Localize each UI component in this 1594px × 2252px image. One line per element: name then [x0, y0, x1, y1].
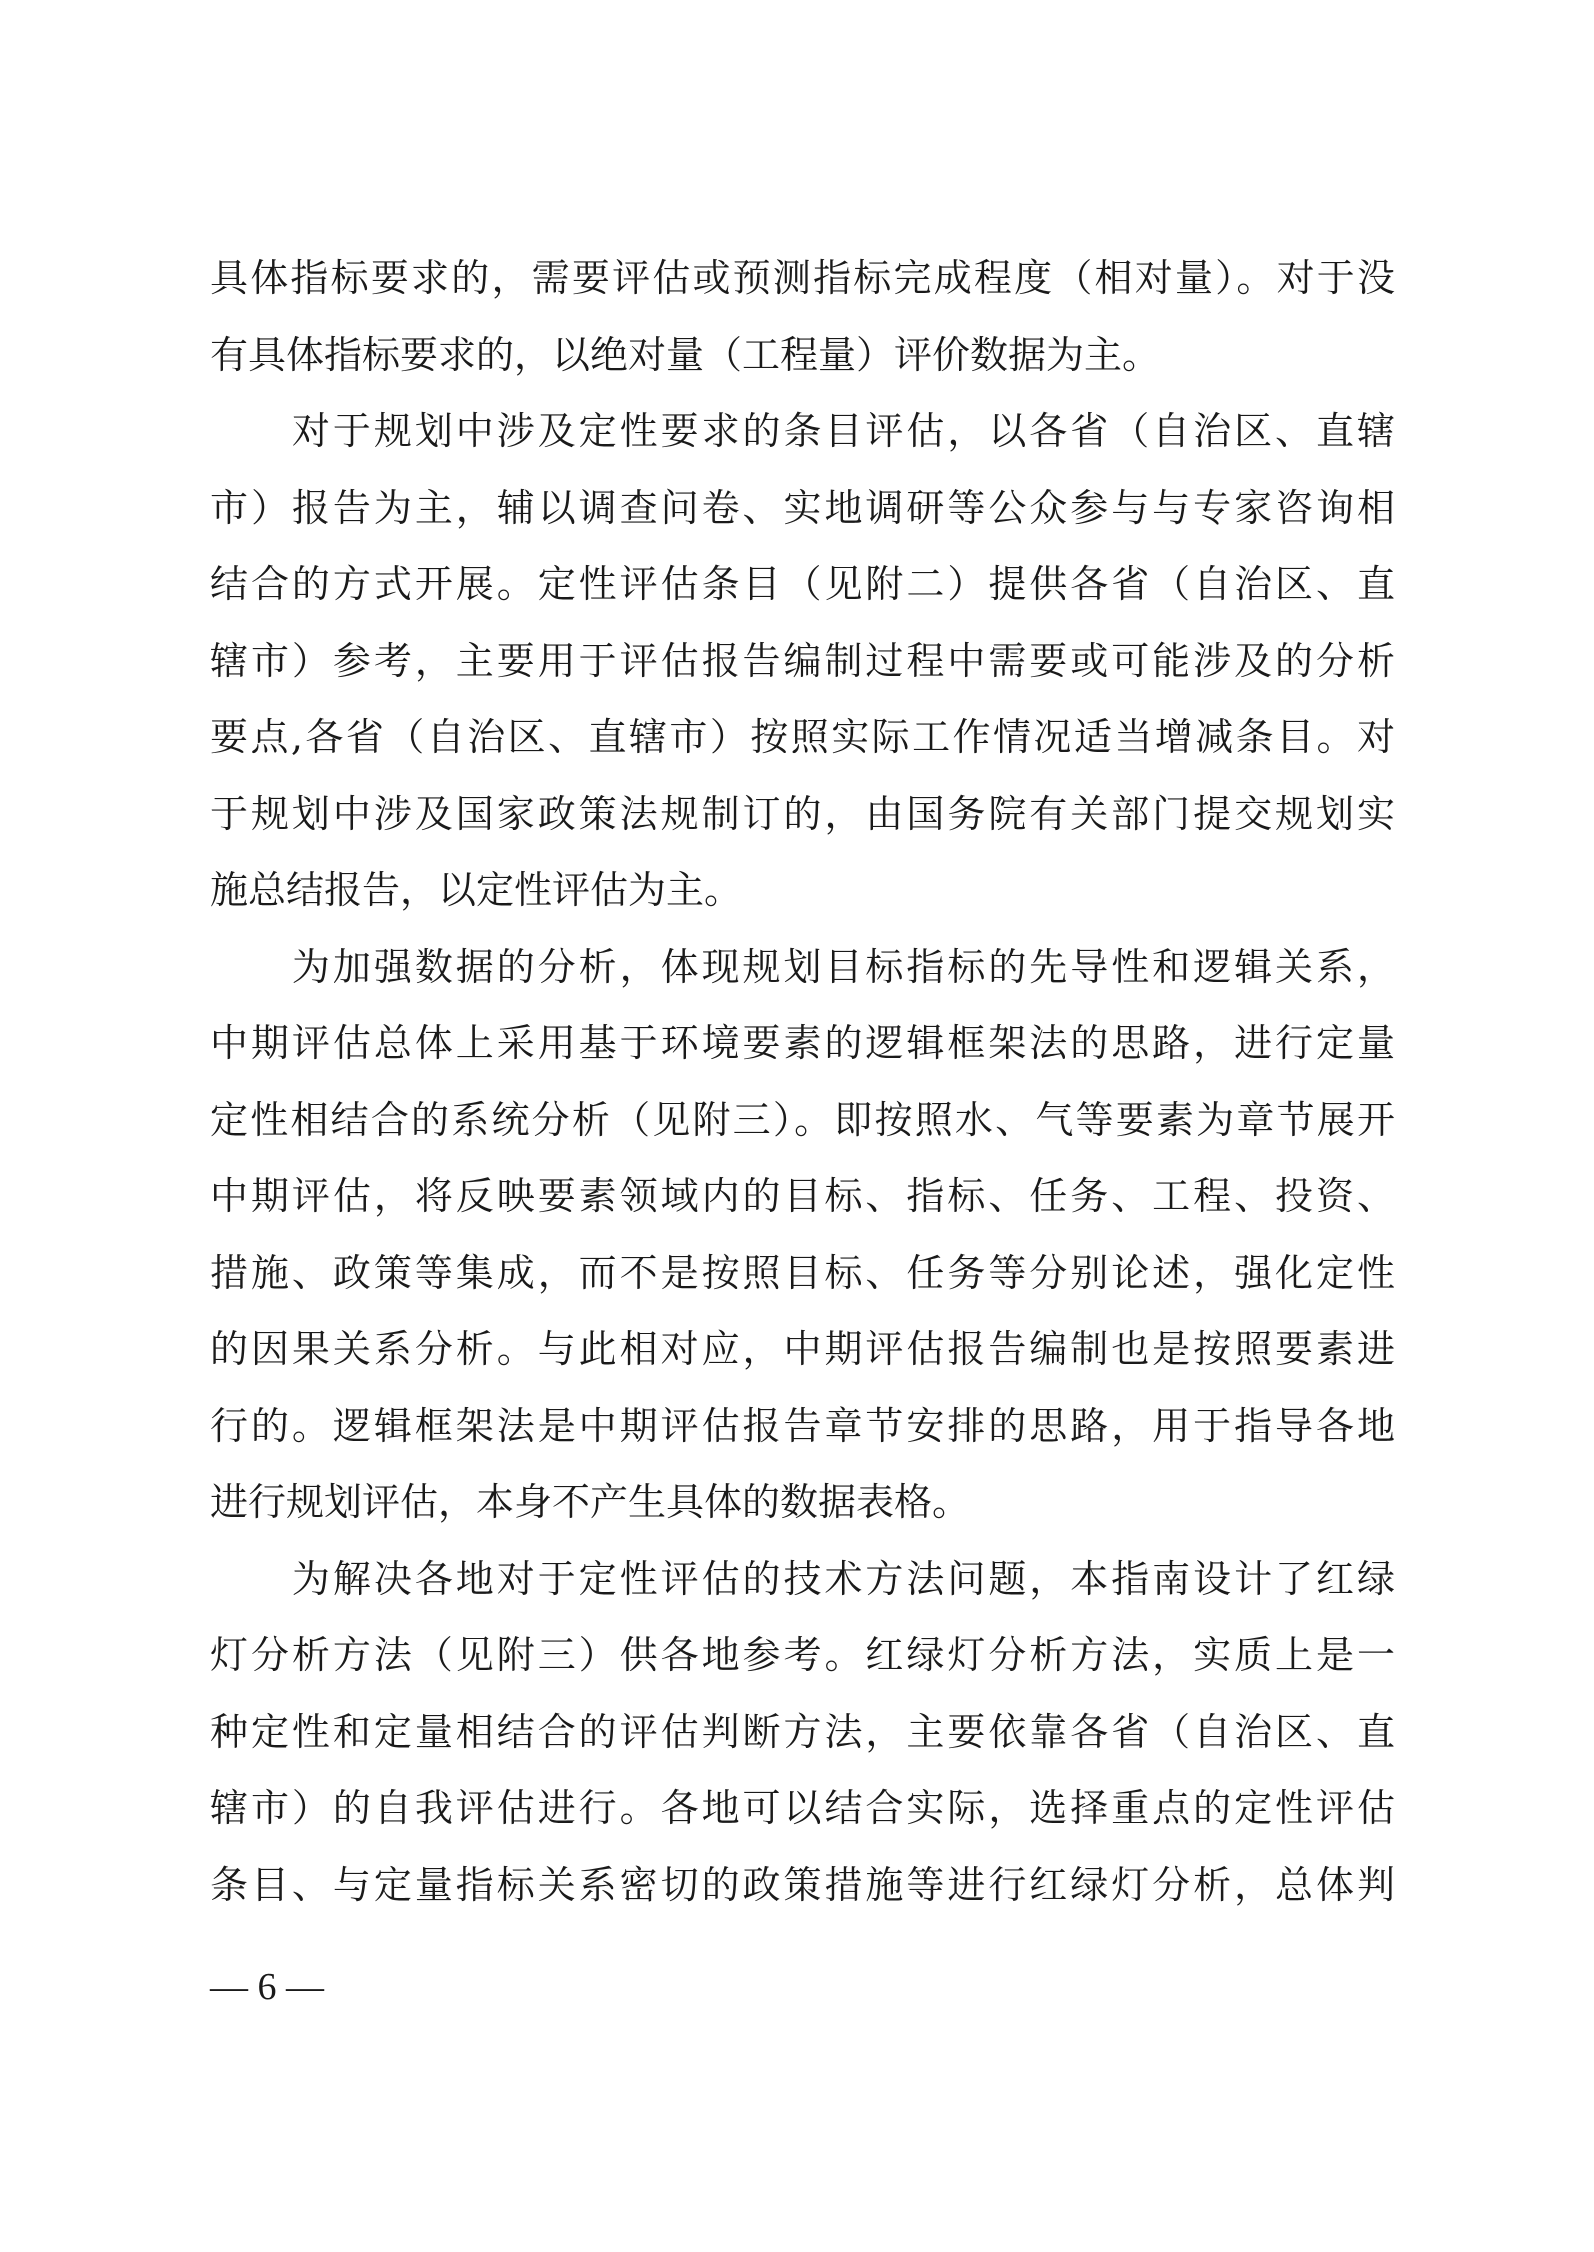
text-line: 结合的方式开展。定性评估条目（见附二）提供各省（自治区、直 [210, 562, 1395, 606]
page-number: — 6 — [210, 1966, 324, 2008]
text-line: 中期评估总体上采用基于环境要素的逻辑框架法的思路，进行定量 [210, 1021, 1395, 1065]
body-text [210, 240, 1395, 1923]
paragraph-2 [210, 393, 1395, 929]
text-line: 市）报告为主，辅以调查问卷、实地调研等公众参与与专家咨询相 [210, 485, 1395, 530]
text-line: 措施、政策等集成，而不是按照目标、任务等分别论述，强化定性 [210, 1250, 1395, 1295]
text-line: 辖市）参考，主要用于评估报告编制过程中需要或可能涉及的分析 [210, 638, 1395, 683]
text-line: 进行规划评估，本身不产生具体的数据表格。 [210, 1480, 971, 1524]
text-line: 定性相结合的系统分析（见附三）。即按照水、气等要素为章节展开 [210, 1097, 1395, 1142]
text-line: 施总结报告，以定性评估为主。 [210, 868, 743, 912]
text-line: 的因果关系分析。与此相对应，中期评估报告编制也是按照要素进 [210, 1327, 1395, 1371]
text-line: 有具体指标要求的，以绝对量（工程量）评价数据为主。 [210, 332, 1161, 377]
text-line: 中期评估，将反映要素领域内的目标、指标、任务、工程、投资、 [210, 1174, 1395, 1218]
text-line: 条目、与定量指标关系密切的政策措施等进行红绿灯分析，总体判 [210, 1862, 1395, 1907]
text-line: 要点,各省（自治区、直辖市）按照实际工作情况适当增减条目。对 [210, 715, 1395, 759]
paragraph-1 [210, 240, 1395, 393]
text-line: 具体指标要求的，需要评估或预测指标完成程度（相对量）。对于没 [210, 256, 1395, 300]
text-line: 辖市）的自我评估进行。各地可以结合实际，选择重点的定性评估 [210, 1786, 1395, 1830]
text-line: 灯分析方法（见附三）供各地参考。红绿灯分析方法，实质上是一 [210, 1633, 1395, 1677]
text-line: 种定性和定量相结合的评估判断方法，主要依靠各省（自治区、直 [210, 1709, 1395, 1754]
text-line: 为加强数据的分析，体现规划目标指标的先导性和逻辑关系， [210, 944, 1395, 989]
text-line: 于规划中涉及国家政策法规制订的，由国务院有关部门提交规划实 [210, 791, 1395, 836]
paragraph-4 [210, 1541, 1395, 1924]
paragraph-3 [210, 929, 1395, 1541]
text-line: 为解决各地对于定性评估的技术方法问题，本指南设计了红绿 [210, 1556, 1395, 1601]
text-line: 行的。逻辑框架法是中期评估报告章节安排的思路，用于指导各地 [210, 1403, 1395, 1448]
text-line: 对于规划中涉及定性要求的条目评估，以各省（自治区、直辖 [210, 409, 1395, 453]
